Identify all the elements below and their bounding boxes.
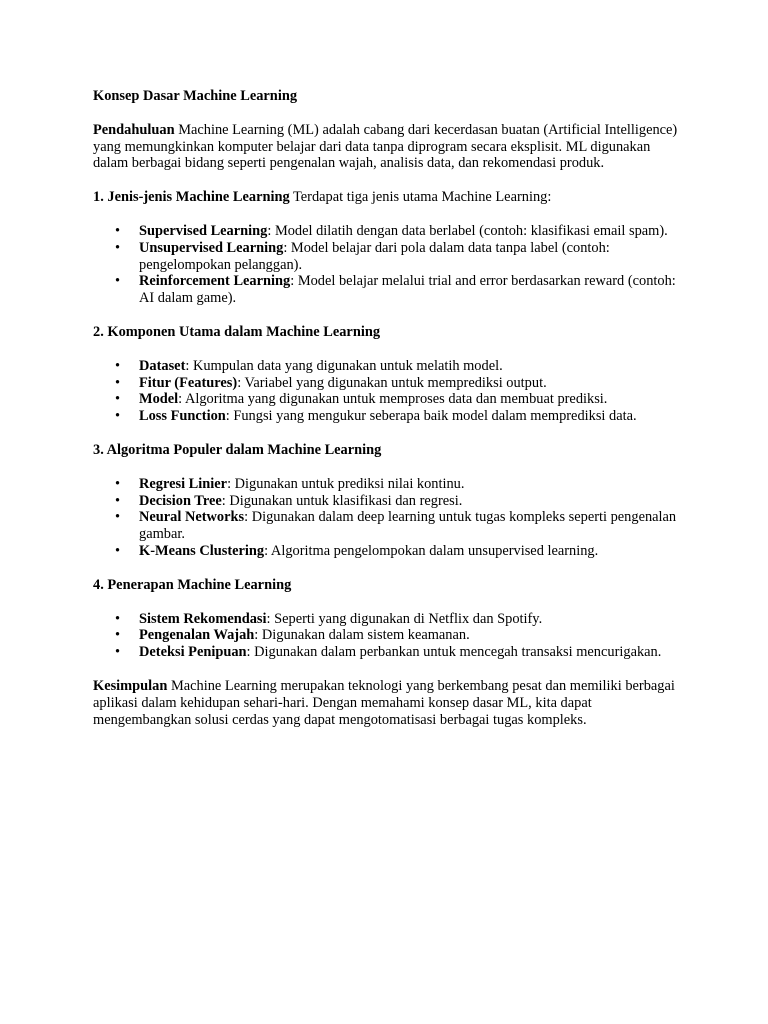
item-desc: : Kumpulan data yang digunakan untuk melatih model. bbox=[185, 357, 503, 374]
bullet: • bbox=[115, 542, 121, 559]
list-item bbox=[93, 476, 683, 493]
list-item bbox=[93, 273, 683, 307]
item-term: Loss Function bbox=[139, 408, 226, 425]
bullet: • bbox=[115, 273, 121, 290]
item-desc: : Algoritma yang digunakan untuk memproses data dan membuat prediksi. bbox=[178, 391, 608, 408]
list-item bbox=[93, 408, 683, 425]
bullet: • bbox=[115, 492, 121, 509]
item-desc: : Variabel yang digunakan untuk memprediksi output. bbox=[237, 374, 547, 391]
section-list bbox=[93, 223, 683, 307]
section-list bbox=[93, 358, 683, 425]
bullet: • bbox=[115, 475, 121, 492]
bullet: • bbox=[115, 357, 121, 374]
document-title: Konsep Dasar Machine Learning bbox=[93, 88, 298, 104]
section-list bbox=[93, 611, 683, 661]
item-term: Neural Networks bbox=[139, 509, 245, 526]
list-item bbox=[93, 611, 683, 628]
intro-paragraph bbox=[93, 122, 683, 172]
intro-text: Machine Learning (ML) adalah cabang dari kecerdasan buatan (Artificial Intelligence) yang memungkinkan komputer belajar dari data tanpa diprogram secara eksplisit. ML digunakan dalam berbagai bidang seperti pengenalan wajah, analisis data, dan rekomendasi produk. bbox=[93, 121, 678, 172]
list-item bbox=[93, 223, 683, 240]
section-heading: 3. Algoritma Populer dalam Machine Learning bbox=[93, 441, 382, 458]
item-term: Supervised Learning bbox=[139, 222, 268, 239]
item-desc: : Digunakan dalam deep learning untuk tugas kompleks seperti pengenalan gambar. bbox=[139, 509, 677, 543]
list-item bbox=[93, 240, 683, 274]
bullet: • bbox=[115, 408, 121, 425]
list-item bbox=[93, 375, 683, 392]
item-term: Regresi Linier bbox=[139, 475, 228, 492]
item-desc: : Model belajar dari pola dalam data tanpa label (contoh: pengelompokan pelanggan). bbox=[139, 239, 610, 273]
document-body bbox=[93, 88, 683, 745]
list-item bbox=[93, 358, 683, 375]
bullet: • bbox=[115, 610, 121, 627]
item-desc: : Digunakan untuk klasifikasi dan regresi. bbox=[221, 492, 463, 509]
item-term: Sistem Rekomendasi bbox=[139, 610, 267, 627]
bullet: • bbox=[115, 374, 121, 391]
conclusion-text: Machine Learning merupakan teknologi yang berkembang pesat dan memiliki berbagai aplikasi dalam kehidupan sehari-hari. Dengan memahami konsep dasar ML, kita dapat mengembangkan solusi cerdas yang dapat mengotomatisasi berbagai tugas kompleks. bbox=[93, 677, 675, 728]
list-item bbox=[93, 391, 683, 408]
item-desc: : Fungsi yang mengukur seberapa baik model dalam memprediksi data. bbox=[225, 408, 637, 425]
item-desc: : Digunakan dalam sistem keamanan. bbox=[254, 627, 470, 644]
item-desc: : Digunakan dalam perbankan untuk mencegah transaksi mencurigakan. bbox=[246, 644, 662, 661]
list-item bbox=[93, 644, 683, 661]
item-desc: : Model dilatih dengan data berlabel (contoh: klasifikasi email spam). bbox=[267, 222, 668, 239]
item-term: Decision Tree bbox=[139, 492, 222, 509]
item-desc: : Algoritma pengelompokan dalam unsupervised learning. bbox=[264, 542, 599, 559]
list-item bbox=[93, 493, 683, 510]
bullet: • bbox=[115, 509, 121, 526]
bullet: • bbox=[115, 239, 121, 256]
list-item bbox=[93, 543, 683, 560]
section-heading: 2. Komponen Utama dalam Machine Learning bbox=[93, 323, 381, 340]
item-term: Deteksi Penipuan bbox=[139, 644, 247, 661]
intro-label: Pendahuluan bbox=[93, 121, 175, 138]
section-heading: 1. Jenis-jenis Machine Learning Terdapat tiga jenis utama Machine Learning: bbox=[93, 189, 552, 206]
item-term: Pengenalan Wajah bbox=[139, 627, 255, 644]
item-term: K-Means Clustering bbox=[139, 542, 265, 559]
item-desc: : Digunakan untuk prediksi nilai kontinu. bbox=[227, 475, 465, 492]
item-term: Fitur (Features) bbox=[139, 374, 238, 391]
bullet: • bbox=[115, 627, 121, 644]
item-term: Reinforcement Learning bbox=[139, 273, 291, 290]
list-item bbox=[93, 509, 683, 543]
item-desc: : Model belajar melalui trial and error berdasarkan reward (contoh: AI dalam game). bbox=[139, 273, 676, 307]
item-term: Dataset bbox=[139, 357, 186, 374]
bullet: • bbox=[115, 222, 121, 239]
item-term: Model bbox=[139, 391, 179, 408]
bullet: • bbox=[115, 644, 121, 661]
conclusion-paragraph bbox=[93, 678, 683, 728]
conclusion-label: Kesimpulan bbox=[93, 677, 168, 694]
section-list bbox=[93, 476, 683, 560]
list-item bbox=[93, 627, 683, 644]
item-term: Unsupervised Learning bbox=[139, 239, 284, 256]
item-desc: : Seperti yang digunakan di Netflix dan Spotify. bbox=[266, 610, 543, 627]
bullet: • bbox=[115, 391, 121, 408]
section-heading: 4. Penerapan Machine Learning bbox=[93, 576, 292, 593]
